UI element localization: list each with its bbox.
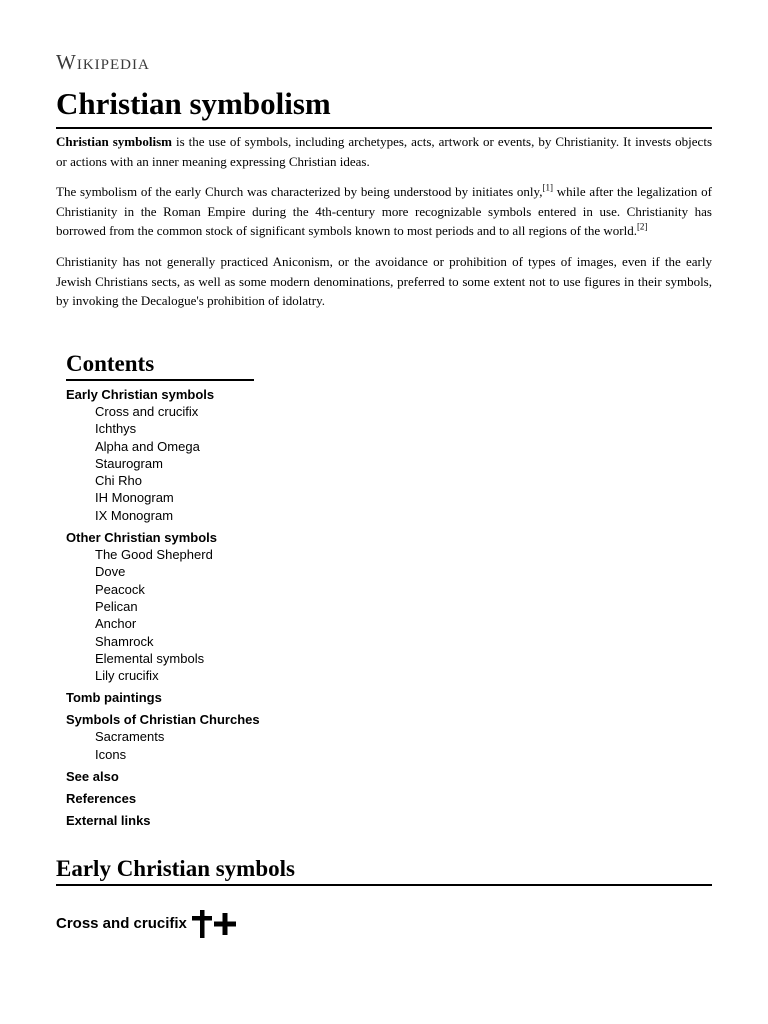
- toc-subsection-link[interactable]: IX Monogram: [95, 507, 174, 523]
- toc-section-link[interactable]: References: [66, 791, 137, 807]
- latin-cross-icon: [191, 910, 213, 938]
- reference-1[interactable]: [1]: [542, 182, 553, 193]
- toc-subsection-link[interactable]: Peacock: [95, 581, 145, 597]
- toc-section: [66, 812, 366, 829]
- toc-section-link[interactable]: Early Christian symbols: [66, 387, 215, 402]
- toc-section-link[interactable]: External links: [66, 813, 151, 829]
- page-title: Christian symbolism: [56, 84, 712, 129]
- toc-section-link[interactable]: Other Christian symbols: [66, 530, 217, 546]
- toc-section: [66, 689, 366, 706]
- toc-subsection-link[interactable]: Ichthys: [95, 421, 137, 437]
- table-of-contents: [66, 350, 366, 829]
- intro-paragraph-2-text-b: while after the legalization of Christianity in the Roman Empire during the 4th-century more recognizable symbols entered in use. Christianity has borrowed from the common stock of significant symbols known to most periods and to all regions of the world.: [56, 184, 712, 238]
- toc-subsection-link[interactable]: Icons: [95, 746, 127, 762]
- wikipedia-logo[interactable]: Wikipedia: [56, 50, 150, 74]
- greek-cross-icon: [213, 912, 237, 936]
- toc-subsection-link[interactable]: Shamrock: [95, 633, 154, 649]
- toc-subsection-link[interactable]: Cross and crucifix: [95, 404, 199, 419]
- toc-title: Contents: [66, 350, 254, 381]
- cross-icons: [191, 910, 237, 938]
- toc-subsection-link[interactable]: The Good Shepherd: [95, 547, 213, 563]
- toc-subsection-link[interactable]: Elemental symbols: [95, 650, 205, 666]
- toc-subsection-link[interactable]: Sacraments: [95, 729, 165, 745]
- intro-paragraph-1-text: is the use of symbols, including archetypes, acts, artwork or events, by Christianity. It invests objects or actions with an inner meaning expressing Christian ideas.: [56, 134, 712, 169]
- toc-subsection-link[interactable]: IH Monogram: [95, 490, 174, 506]
- reference-2[interactable]: [2]: [636, 221, 648, 232]
- toc-section-link[interactable]: Symbols of Christian Churches: [66, 712, 260, 728]
- toc-section: [66, 790, 366, 807]
- toc-sublist: [66, 546, 366, 684]
- toc-section: [66, 529, 366, 684]
- subsection-heading-text: Cross and crucifix: [56, 915, 187, 932]
- section-heading: Early Christian symbols: [56, 855, 712, 886]
- toc-subsection-link[interactable]: Pelican: [95, 598, 138, 614]
- intro-paragraph-2-text-a: The symbolism of the early Church was characterized by being understood by initiates only,: [56, 184, 543, 199]
- subsection-heading: [56, 908, 237, 940]
- toc-section-link[interactable]: Tomb paintings: [66, 690, 162, 706]
- toc-section-link[interactable]: See also: [66, 769, 119, 785]
- intro-paragraph-3: Christianity has not generally practiced Aniconism, or the avoidance or prohibition of types of images, even if the early Jewish Christians sects, as well as some modern denominations, preferred to some extent not to use figures in their symbols, by invoking the Decalogue's prohibition of idolatry.: [56, 254, 712, 308]
- toc-subsection-link[interactable]: Alpha and Omega: [95, 438, 200, 454]
- toc-subsection-link[interactable]: Lily crucifix: [95, 668, 159, 684]
- toc-section: [66, 768, 366, 785]
- toc-list: [66, 386, 366, 829]
- intro-paragraph-2: [56, 182, 712, 241]
- term-bold: Christian symbolism: [56, 134, 172, 149]
- toc-section: [66, 386, 366, 524]
- toc-subsection-link[interactable]: Anchor: [95, 616, 137, 632]
- toc-subsection-link[interactable]: Dove: [95, 564, 126, 580]
- toc-subsection-link[interactable]: Chi Rho: [95, 473, 142, 489]
- intro-paragraph-1: [56, 132, 712, 171]
- toc-sublist: [66, 728, 366, 763]
- toc-sublist: [66, 403, 366, 524]
- toc-section: [66, 711, 366, 763]
- toc-subsection-link[interactable]: Staurogram: [95, 455, 163, 471]
